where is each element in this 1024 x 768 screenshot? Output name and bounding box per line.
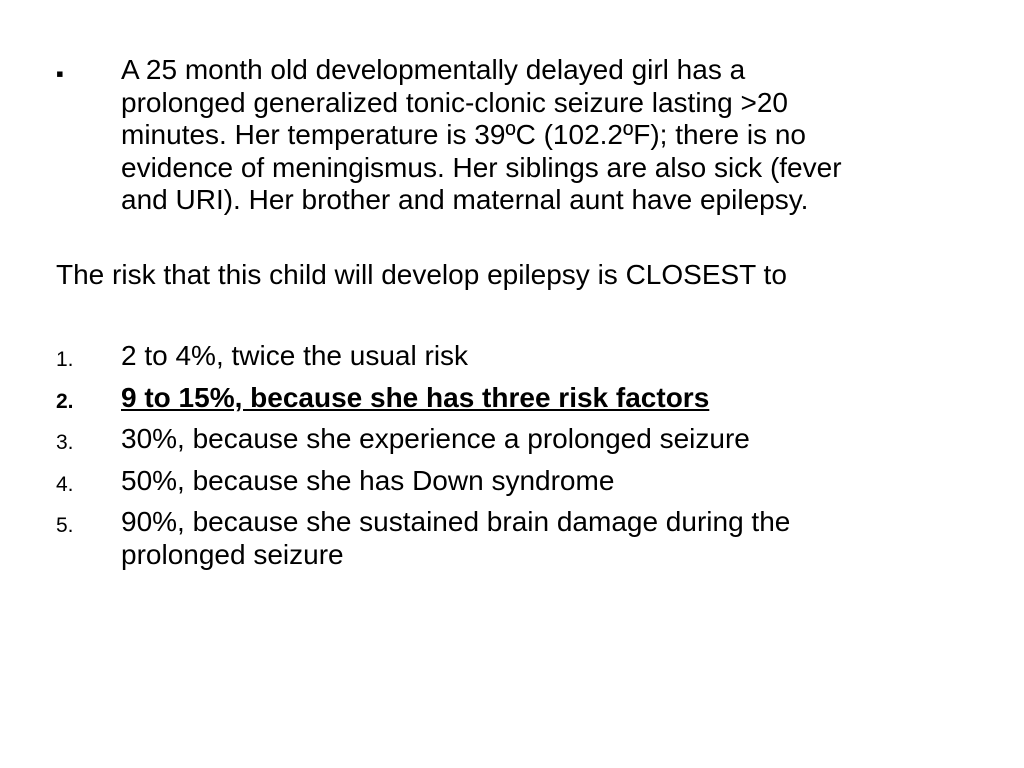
answer-option-4	[56, 465, 1016, 507]
option-text: 2 to 4%, twice the usual risk	[121, 340, 469, 371]
answer-option-1	[56, 340, 1016, 382]
question-stem: The risk that this child will develop epilepsy is CLOSEST to	[56, 259, 787, 290]
square-bullet-icon: ▪	[56, 61, 64, 86]
option-number: 2.	[56, 389, 74, 413]
case-text: A 25 month old developmentally delayed girl has a prolonged generalized tonic-clonic seizure lasting >20 minutes. Her temperature is 39ºC (102.2ºF); there is no evidence of meningismus. Her siblings are also sick (fever and URI). Her brother and maternal aunt have epilepsy.	[121, 54, 842, 215]
answer-option-2-correct	[56, 382, 1016, 424]
option-text: 90%, because she sustained brain damage during the prolonged seizure	[121, 506, 791, 570]
option-text: 9 to 15%, because she has three risk factors	[121, 381, 710, 413]
answer-option-3	[56, 423, 1016, 465]
option-number: 4.	[56, 472, 74, 496]
answer-options	[56, 340, 1016, 580]
option-number: 5.	[56, 514, 74, 537]
option-number: 3.	[56, 431, 74, 454]
option-text: 50%, because she has Down syndrome	[121, 464, 615, 496]
option-number: 1.	[56, 348, 74, 371]
answer-option-5	[56, 506, 1016, 580]
option-text: 30%, because she experience a prolonged seizure	[121, 423, 750, 454]
